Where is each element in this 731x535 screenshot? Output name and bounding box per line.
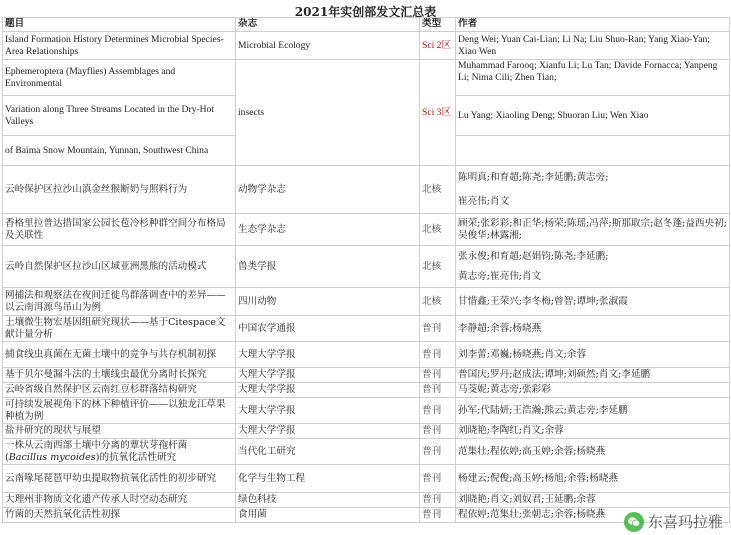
cell-title: Island Formation History Determines Microbial Species-Area Relationships bbox=[3, 32, 236, 60]
watermark bbox=[624, 511, 723, 532]
cell-type: 北核 bbox=[420, 288, 456, 316]
cell-authors: 甘惜鑫;王荣兴;李冬梅;曾智;谭坤;张淑霞 bbox=[456, 288, 730, 316]
table-row bbox=[3, 493, 730, 508]
header-row bbox=[3, 18, 730, 32]
cell-type: 北核 bbox=[420, 214, 456, 246]
watermark-text: 东喜玛拉雅 bbox=[647, 513, 723, 531]
cell-title bbox=[3, 439, 236, 465]
cell-type: 普刊 bbox=[420, 368, 456, 383]
cell-journal: 大理大学学报 bbox=[236, 383, 420, 398]
publication-table bbox=[2, 17, 730, 523]
cell-journal: 大理大学学报 bbox=[236, 424, 420, 439]
cell-title: of Baima Snow Mountain, Yunnan, Southwest China bbox=[3, 136, 236, 166]
cell-type: 普刊 bbox=[420, 398, 456, 424]
title-rest: )的抗氧化活性研究 bbox=[95, 451, 177, 463]
cell-type: 普刊 bbox=[420, 439, 456, 465]
cell-title: 可持续发展视角下的林下种植评价——以独龙江草果种植为例 bbox=[3, 398, 236, 424]
table-row bbox=[3, 60, 730, 96]
cell-journal: 生态学杂志 bbox=[236, 214, 420, 246]
table-row bbox=[3, 32, 730, 60]
cell-title: 云岭保护区拉沙山滇金丝猴断奶与照料行为 bbox=[3, 166, 236, 214]
table-row bbox=[3, 288, 730, 316]
cell-journal: 中国农学通报 bbox=[236, 316, 420, 342]
cell-title: 捕食线虫真菌在无菌土壤中的竞争与共存机制初探 bbox=[3, 342, 236, 368]
cell-type: 普刊 bbox=[420, 316, 456, 342]
cell-journal: 大理大学学报 bbox=[236, 342, 420, 368]
cell-type: 北核 bbox=[420, 246, 456, 288]
table-row bbox=[3, 368, 730, 383]
cell-type: 普刊 bbox=[420, 424, 456, 439]
cell-authors: 孙军;代陆妍;王浩瀚;熊云;黄志旁;李延鹏 bbox=[456, 398, 730, 424]
cell-title: 云岭省级自然保护区云南红豆杉群落结构研究 bbox=[3, 383, 236, 398]
cell-title: 网捕法和观察法在夜间迁徙鸟群落调查中的差异——以云南洱源鸟吊山为例 bbox=[3, 288, 236, 316]
cell-authors bbox=[456, 246, 730, 288]
table-row bbox=[3, 383, 730, 398]
species-name: Bacillus mycoides bbox=[8, 451, 96, 463]
cell-title: 香格里拉普达措国家公园长苞冷杉种群空间分布格局及关联性 bbox=[3, 214, 236, 246]
cell-authors: 刘李蕾;邓巍;杨晓燕;肖文;余蓉 bbox=[456, 342, 730, 368]
cell-authors: 马茭妮;黄志旁;张彩彩 bbox=[456, 383, 730, 398]
cell-type: 普刊 bbox=[420, 383, 456, 398]
cell-title: 云南喙尾琵琶甲幼虫提取物抗氧化活性的初步研究 bbox=[3, 465, 236, 493]
cell-authors: 程依婷;范集壮;张朝志;余蓉;杨晓燕 bbox=[456, 508, 730, 523]
cell-title: Ephemeroptera (Mayflies) Assemblages and Environmental bbox=[3, 60, 236, 96]
table-row bbox=[3, 214, 730, 246]
cell-title: 土壤微生物宏基因组研究现状——基于Citespace文献计量分析 bbox=[3, 316, 236, 342]
authors-line: 崔亮伟;肖文 bbox=[458, 195, 510, 207]
cell-title: 盐井研究的现状与展望 bbox=[3, 424, 236, 439]
authors-line: 张永俊;和育超;赵娟钧;陈尧;李延鹏; bbox=[458, 250, 609, 262]
cell-authors: 李静超;余蓉;杨晓燕 bbox=[456, 316, 730, 342]
cell-journal: 食用菌 bbox=[236, 508, 420, 523]
cell-authors: 范集壮;程依婷;高玉婷;余蓉;杨晓燕 bbox=[456, 439, 730, 465]
title-line: 一株从云南西部土壤中分离的蕈状芽孢杆菌 bbox=[5, 439, 188, 451]
table-row bbox=[3, 398, 730, 424]
cell-authors: 刘晓艳;肖文;刘奴君;王延鹏;余蓉 bbox=[456, 493, 730, 508]
table-row bbox=[3, 342, 730, 368]
cell-title: 大理州非物质文化遗产传承人时空动态研究 bbox=[3, 493, 236, 508]
header-journal: 杂志 bbox=[236, 18, 420, 32]
cell-journal: 四川动物 bbox=[236, 288, 420, 316]
wechat-icon bbox=[624, 512, 644, 532]
header-authors: 作者 bbox=[456, 18, 730, 32]
cell-journal: Microbial Ecology bbox=[236, 32, 420, 60]
table-row bbox=[3, 166, 730, 214]
cell-journal: 当代化工研究 bbox=[236, 439, 420, 465]
cell-authors: Muhammad Farooq; Xianfu Li; Lu Tan; Davide Fornacca; Yanpeng Li; Nima Cili; Zhen Tian; bbox=[456, 60, 730, 96]
cell-authors: 杨建云;倪俊;高玉婷;杨旭;余蓉;杨晓燕 bbox=[456, 465, 730, 493]
cell-title: 云岭自然保护区拉沙山区域亚洲黑熊的活动模式 bbox=[3, 246, 236, 288]
cell-authors: 刘晓艳;李陶红;肖文;余蓉 bbox=[456, 424, 730, 439]
authors-line: 陈明真;和育超;陈尧;李延鹏;黄志旁; bbox=[458, 171, 609, 183]
table-row bbox=[3, 465, 730, 493]
table-row bbox=[3, 246, 730, 288]
table-row bbox=[3, 508, 730, 523]
table-title: 2021年实创部发文汇总表 bbox=[294, 5, 437, 19]
cell-journal: 兽类学报 bbox=[236, 246, 420, 288]
cell-journal: 化学与生物工程 bbox=[236, 465, 420, 493]
cell-journal: 动物学杂志 bbox=[236, 166, 420, 214]
cell-type: Sci 2区 bbox=[420, 32, 456, 60]
header-type: 类型 bbox=[420, 18, 456, 32]
cell-type: 普刊 bbox=[420, 342, 456, 368]
cell-type: 北核 bbox=[420, 166, 456, 214]
authors-line: 黄志旁;崔亮伟;肖文 bbox=[458, 270, 542, 282]
cell-journal: 大理大学学报 bbox=[236, 398, 420, 424]
cell-authors bbox=[456, 136, 730, 166]
cell-title: Variation along Three Streams Located in the Dry-Hot Valleys bbox=[3, 96, 236, 136]
cell-type: 普刊 bbox=[420, 493, 456, 508]
title-line: (Bacillus mycoides)的抗氧化活性研究 bbox=[5, 451, 177, 463]
table-row bbox=[3, 439, 730, 465]
cell-authors bbox=[456, 166, 730, 214]
cell-type: 普刊 bbox=[420, 508, 456, 523]
table-row bbox=[3, 316, 730, 342]
table-row bbox=[3, 424, 730, 439]
cell-authors: 顾荣;张彩彩;和正华;杨荣;陈瑶;冯萍;斯那取宗;赵冬蓬;益西央初;吴俊华;林露湘; bbox=[456, 214, 730, 246]
cell-title: 竹菌的天然抗氧化活性初探 bbox=[3, 508, 236, 523]
cell-journal: 大理大学学报 bbox=[236, 368, 420, 383]
cell-type: 普刊 bbox=[420, 465, 456, 493]
header-title: 题目 bbox=[3, 18, 236, 32]
cell-journal: insects bbox=[236, 60, 420, 166]
cell-type: Sci 3区 bbox=[420, 60, 456, 166]
cell-journal: 绿色科技 bbox=[236, 493, 420, 508]
cell-title: 基于贝尔曼漏斗法的土壤线虫最优分离时长探究 bbox=[3, 368, 236, 383]
cell-authors: 普国庆;罗丹;赵成法;谭坤;刘硕然;肖文;李延鹏 bbox=[456, 368, 730, 383]
cell-authors: Lu Yang; Xiaoling Deng; Shuoran Liu; Wen Xiao bbox=[456, 96, 730, 136]
cell-authors: Deng Wei; Yuan Cai-Lian; Li Na; Liu Shuo-Ran; Yang Xiao-Yan; Xiao Wen bbox=[456, 32, 730, 60]
